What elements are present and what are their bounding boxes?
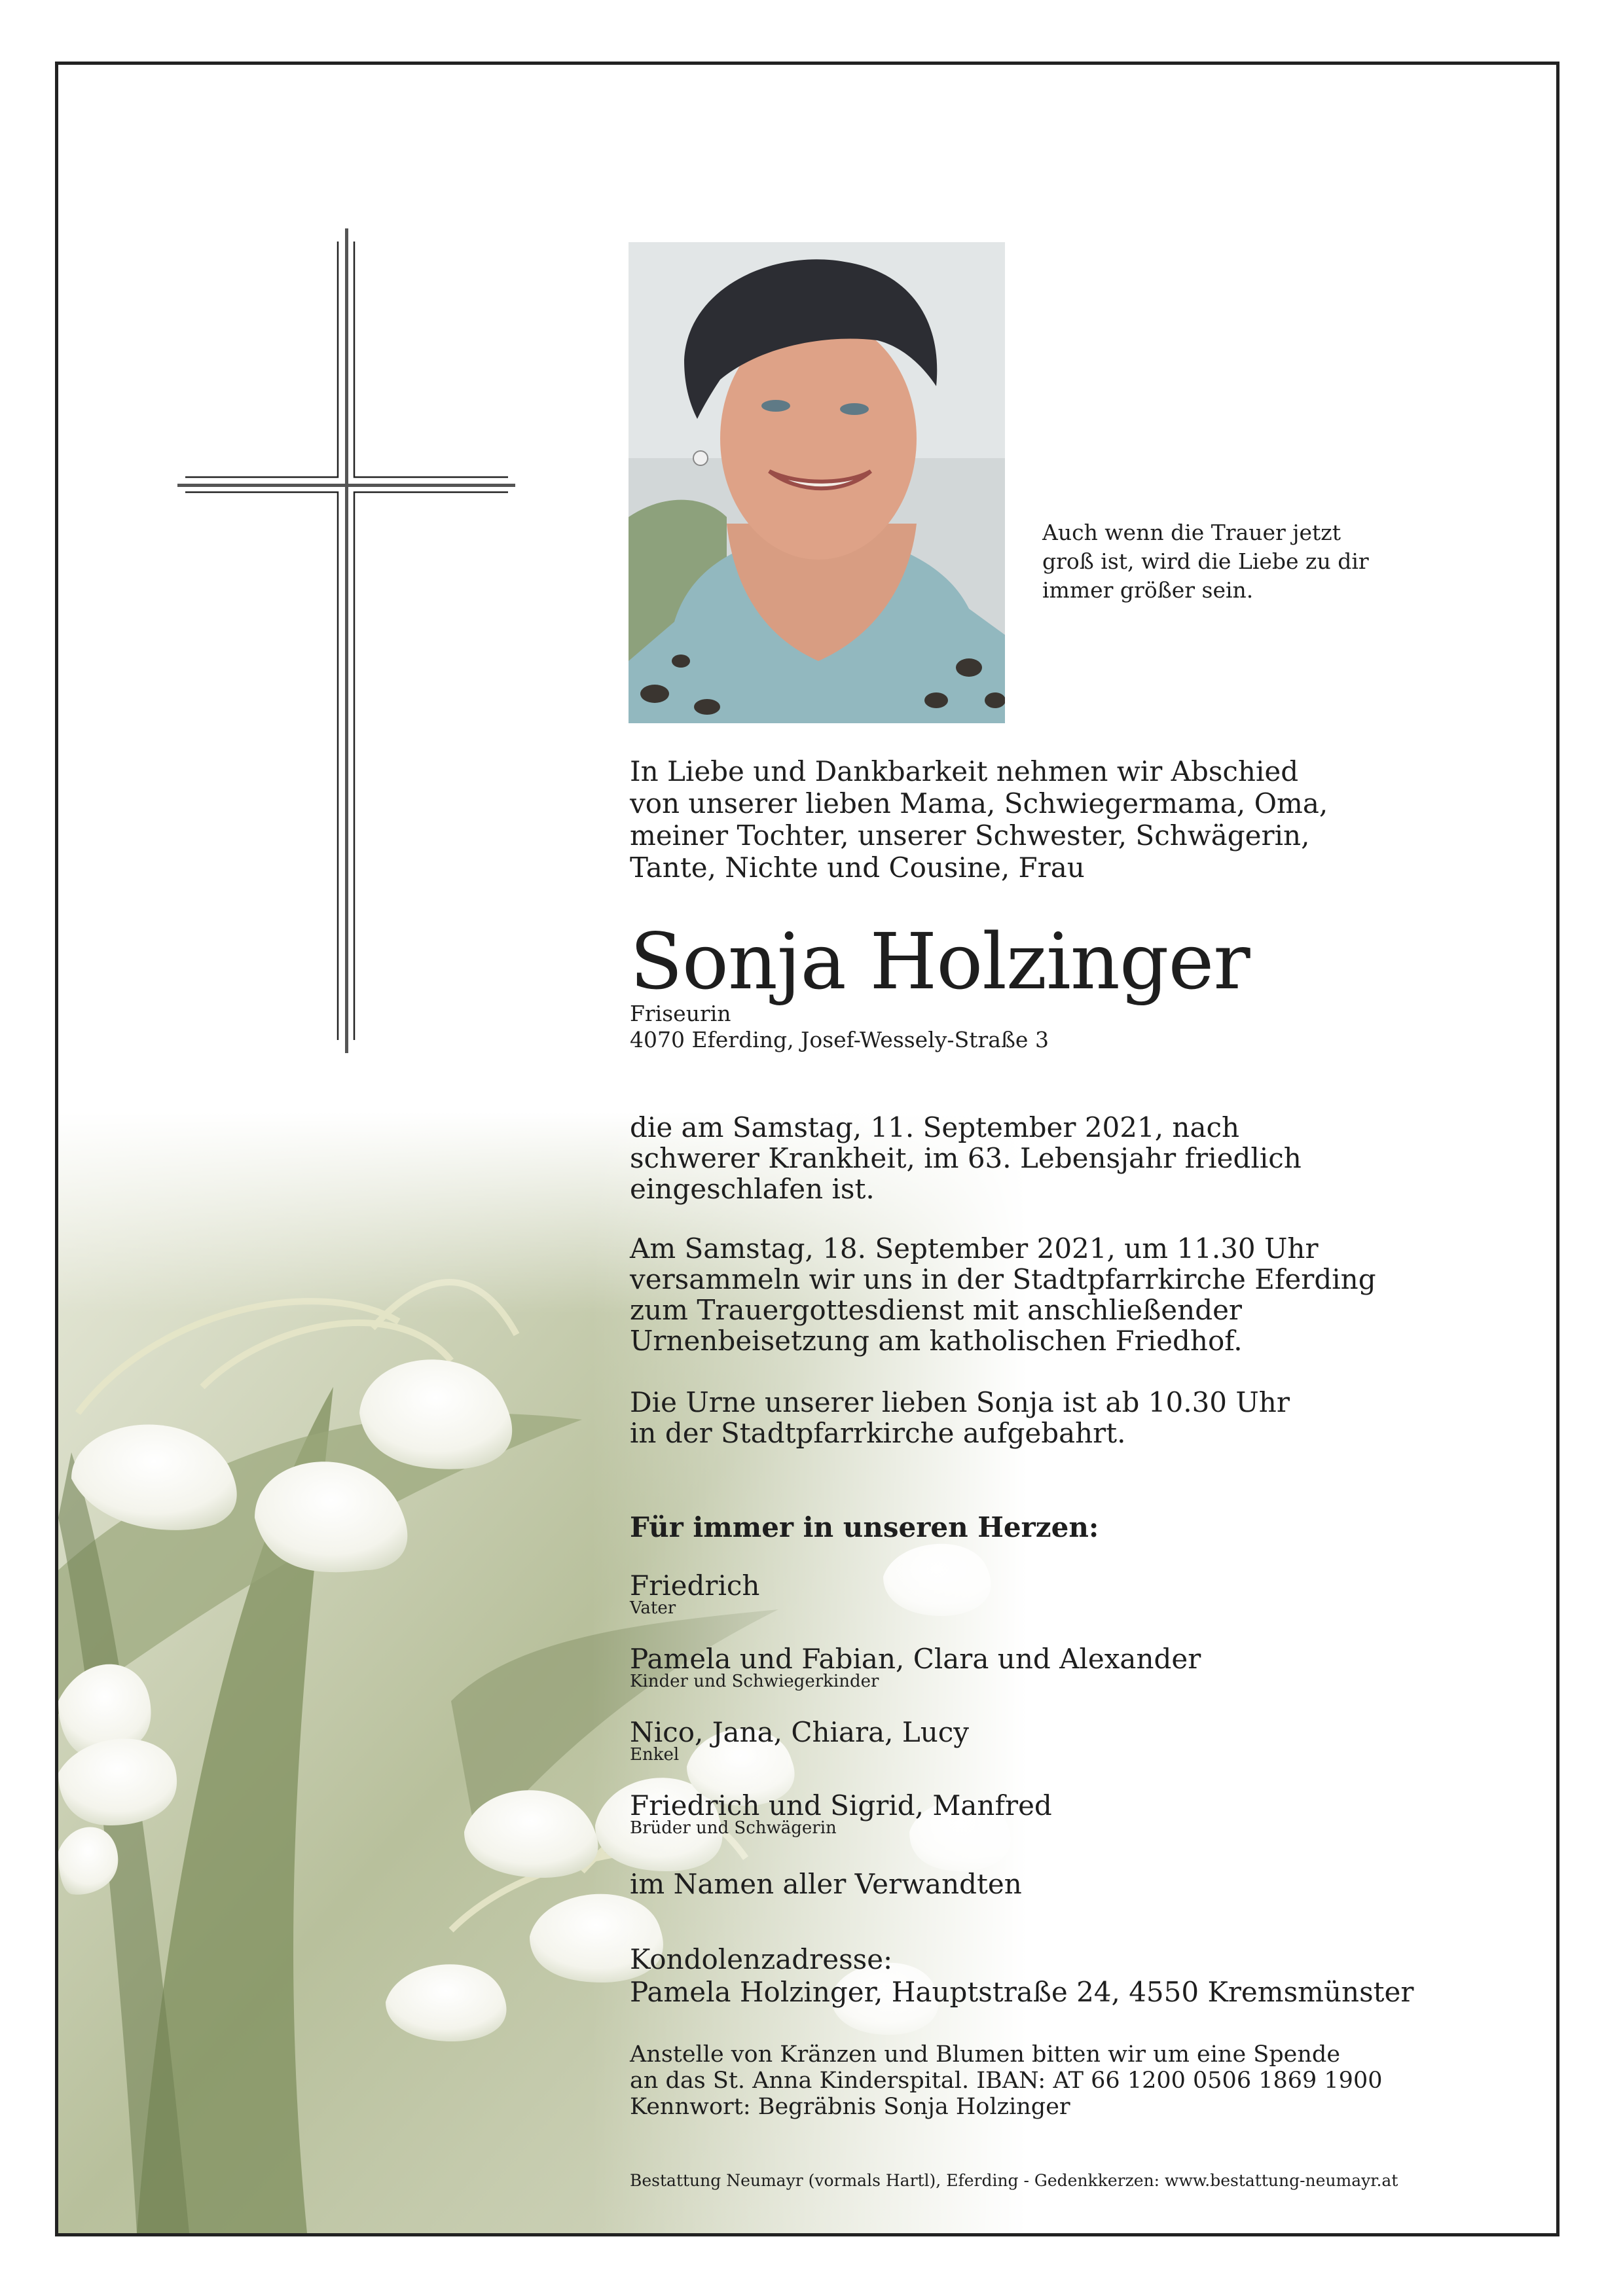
service-line: Urnenbeisetzung am katholischen Friedhof. [630,1325,1243,1357]
quote-line: Auch wenn die Trauer jetzt [1042,520,1341,545]
mourner-names: Friedrich [630,1570,760,1602]
deceased-name: Sonja Holzinger [630,916,1250,1007]
mourner-relation: Kinder und Schwiegerkinder [630,1672,879,1691]
mourner-entry [630,1643,1201,1717]
intro-text [630,755,1328,884]
mourner-entry [630,1790,1201,1863]
obituary-frame [55,62,1559,2236]
intro-line: meiner Tochter, unserer Schwester, Schwägerin, [630,819,1310,852]
death-notice-line: schwerer Krankheit, im 63. Lebensjahr friedlich [630,1142,1302,1174]
death-notice-line: eingeschlafen ist. [630,1173,875,1205]
condolence-address-text: Pamela Holzinger, Hauptstraße 24, 4550 Kremsmünster [630,1976,1414,2008]
deceased-profession: Friseurin [630,1001,731,1026]
mourners-list [630,1570,1201,1863]
service-line: zum Trauergottesdienst mit anschließender [630,1294,1243,1326]
mourner-names: Pamela und Fabian, Clara und Alexander [630,1643,1201,1675]
memorial-quote [1042,518,1448,605]
donation-request [630,2041,1382,2120]
mourner-entry [630,1570,1201,1643]
service-line: versammeln wir uns in der Stadtpfarrkirche Eferding [630,1263,1376,1295]
intro-line: von unserer lieben Mama, Schwiegermama, Oma, [630,787,1328,819]
service-line: Am Samstag, 18. September 2021, um 11.30 Uhr [630,1232,1319,1265]
quote-line: immer größer sein. [1042,577,1254,603]
quote-line: groß ist, wird die Liebe zu dir [1042,548,1369,574]
mourner-names: Friedrich und Sigrid, Manfred [630,1789,1052,1821]
condolence-label: Kondolenzadresse: [630,1943,893,1975]
mourner-relation: Vater [630,1598,676,1618]
death-notice [630,1112,1302,1204]
condolence-address [630,1943,1413,2009]
deceased-address: 4070 Eferding, Josef-Wessely-Straße 3 [630,1027,1049,1052]
mourners-heading: Für immer in unseren Herzen: [630,1511,1099,1543]
portrait-photo [629,242,1005,723]
funeral-home-footer: Bestattung Neumayr (vormals Hartl), Eferding - Gedenkkerzen: www.bestattung-neumayr.at [630,2171,1398,2190]
relatives-note: im Namen aller Verwandten [630,1868,1022,1900]
cross-icon [176,228,517,1053]
urn-line: in der Stadtpfarrkirche aufgebahrt. [630,1417,1126,1449]
death-notice-line: die am Samstag, 11. September 2021, nach [630,1111,1240,1143]
mourner-entry [630,1717,1201,1790]
mourner-relation: Enkel [630,1745,680,1765]
urn-line: Die Urne unserer lieben Sonja ist ab 10.30 Uhr [630,1386,1290,1418]
intro-line: Tante, Nichte und Cousine, Frau [630,852,1085,884]
mourner-relation: Brüder und Schwägerin [630,1818,837,1838]
donation-line: an das St. Anna Kinderspital. IBAN: AT 66 1200 0506 1869 1900 [630,2068,1383,2094]
mourner-names: Nico, Jana, Chiara, Lucy [630,1716,970,1748]
service-info [630,1233,1376,1356]
intro-line: In Liebe und Dankbarkeit nehmen wir Abschied [630,755,1299,787]
urn-info [630,1387,1290,1448]
donation-line: Kennwort: Begräbnis Sonja Holzinger [630,2094,1070,2120]
donation-line: Anstelle von Kränzen und Blumen bitten wir um eine Spende [630,2041,1341,2068]
